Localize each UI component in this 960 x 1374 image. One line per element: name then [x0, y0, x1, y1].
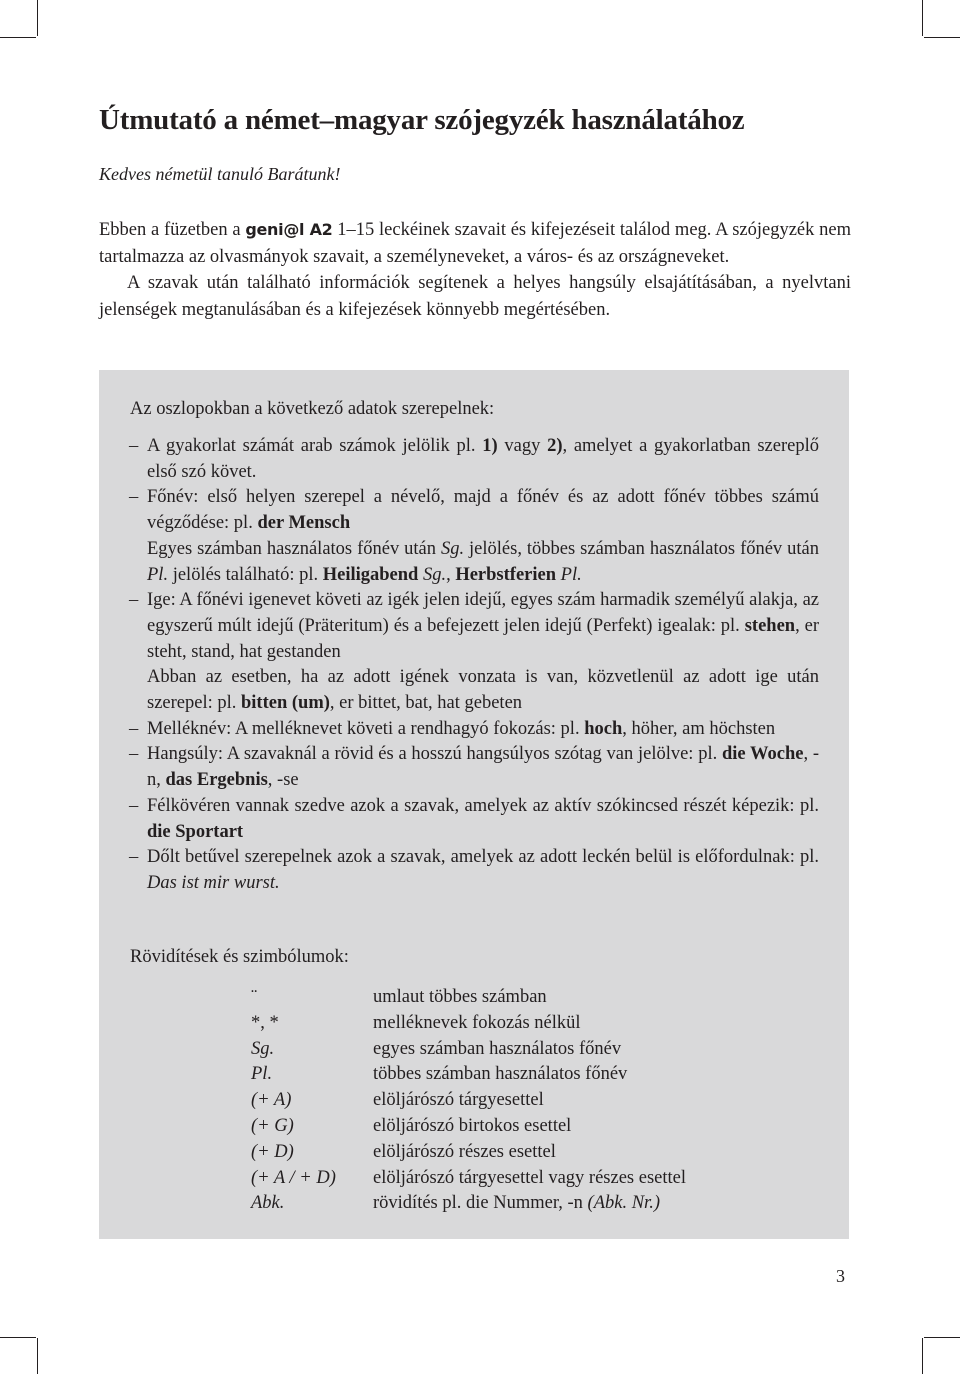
abbreviation-symbol: (+ G) [251, 1115, 294, 1136]
abbreviation-definition: egyes számban használatos főnév [373, 1038, 622, 1059]
dash-marker: – [129, 436, 139, 456]
dash-marker: – [129, 847, 139, 868]
page-title: Útmutató a német–magyar szójegyzék használatához [99, 104, 745, 136]
abbreviation-symbol: Pl. [251, 1064, 273, 1085]
abbreviation-definition: melléknevek fokozás nélkül [373, 1012, 581, 1033]
list-item: – Ige: A főnévi igenevet követi az igék jelen idejű, egyes szám harmadik személyű alakja, az egyszerű múlt idejű (Präteritum) és a befejezett jelen idejű (Perfekt) igealak: pl. stehen, er steht, stand, hat gestanden Abban az esetben, ha az adott igének vonzata is van, közvetlenül az adott ige után szerepel: pl. bitten (um), er bittet, bat, hat gebeten [129, 590, 819, 714]
crop-mark [0, 1337, 36, 1338]
greeting: Kedves németül tanuló Barátunk! [99, 164, 341, 184]
crop-mark [922, 0, 923, 36]
abbreviation-symbol: Abk. [251, 1193, 285, 1214]
info-box [99, 370, 849, 1239]
abbreviations-heading: Rövidítések és szimbólumok: [130, 947, 349, 967]
intro-paragraph: Ebben a füzetben a geni@l A2 1–15 leckéinek szavait és kifejezéseit találod meg. A szójegyzék nem tartalmazza az olvasmányok szavait, a személyneveket, a város- és az országneveket. [99, 220, 851, 267]
list-item: – Félkövéren vannak szedve azok a szavak, amelyek az aktív szókincsed részét képezik: pl. die Sportart [129, 795, 819, 842]
brand-logo: geni@l A2 [245, 220, 333, 239]
abbreviation-symbol: Sg. [251, 1038, 275, 1059]
list-item: – Főnév: első helyen szerepel a névelő, majd a főnév és az adott főnév többes számú végződése: pl. der Mensch Egyes számban használatos főnév után Sg. jelölés, többes számban használatos főnév után Pl. jelölés található: pl. Heiligabend Sg., Herbstferien Pl. [129, 487, 819, 585]
abbreviation-symbol: (+ A / + D) [251, 1167, 336, 1188]
crop-mark [924, 1337, 960, 1338]
dash-marker: – [129, 590, 139, 611]
abbreviation-definition: elöljárószó birtokos esettel [373, 1115, 572, 1136]
crop-mark [37, 0, 38, 36]
abbreviation-definition: elöljárószó tárgyesettel [373, 1090, 544, 1111]
abbreviation-definition: többes számban használatos főnév [373, 1064, 628, 1085]
dash-marker: – [129, 487, 139, 508]
dash-marker: – [129, 744, 139, 765]
crop-mark [0, 37, 36, 38]
list-item: – Dőlt betűvel szerepelnek azok a szavak, amelyek az adott leckén belül is előfordulnak: pl. Das ist mir wurst. [129, 847, 819, 893]
list-item: – A gyakorlat számát arab számok jelölik pl. 1) vagy 2), amelyet a gyakorlatban szereplő első szó követ. [129, 436, 819, 482]
list-item: – Hangsúly: A szavaknál a rövid és a hosszú hangsúlyos szótag van jelölve: pl. die Woche, -n, das Ergebnis, -se [129, 744, 819, 791]
abbreviation-definition: elöljárószó részes esettel [373, 1141, 556, 1162]
page-number: 3 [836, 1266, 845, 1286]
dash-marker: – [129, 718, 139, 739]
intro-text [99, 217, 851, 323]
info-list [129, 434, 819, 897]
box-heading: Az oszlopokban a következő adatok szerepelnek: [130, 399, 495, 419]
abbreviation-definition: rövidítés pl. die Nummer, -n (Abk. Nr.) [373, 1193, 660, 1214]
abbreviation-definition: umlaut többes számban [373, 987, 547, 1007]
abbreviation-definition: elöljárószó tárgyesettel vagy részes esettel [373, 1167, 687, 1188]
abbreviation-symbol: *, * [251, 1012, 279, 1033]
abbreviation-symbol: (+ A) [251, 1090, 292, 1111]
crop-mark [924, 37, 960, 38]
list-item: – Melléknév: A melléknevet követi a rendhagyó fokozás: pl. hoch, höher, am höchsten [129, 717, 819, 743]
abbreviation-symbol: ¨ [251, 987, 258, 1007]
abbreviation-symbol: (+ D) [251, 1141, 294, 1162]
crop-mark [37, 1338, 38, 1374]
dash-marker: – [129, 795, 139, 816]
crop-mark [922, 1338, 923, 1374]
intro-paragraph: A szavak után található információk segítenek a helyes hangsúly elsajátításában, a nyelvtani jelenségek megtanulásában és a kifejezések könnyebb megértésében. [99, 273, 851, 320]
